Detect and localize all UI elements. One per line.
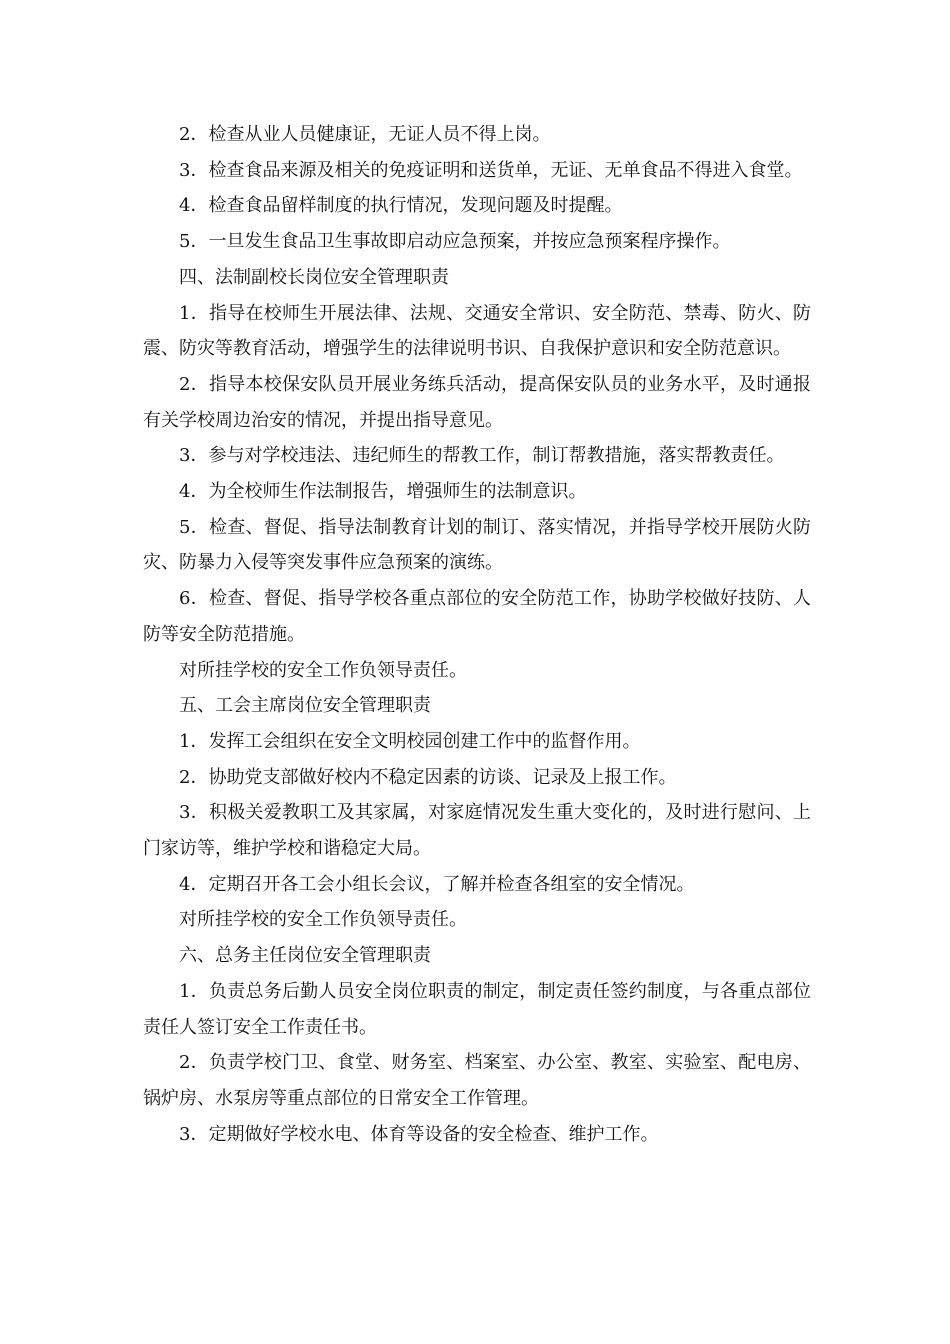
paragraph: 3．定期做好学校水电、体育等设备的安全检查、维护工作。 bbox=[179, 1123, 659, 1145]
paragraph: 5．检查、督促、指导法制教育计划的制订、落实情况，并指导学校开展防火防灾、防暴力入侵等突发事件应急预案的演练。 bbox=[143, 516, 811, 574]
section-heading: 四、法制副校长岗位安全管理职责 bbox=[179, 266, 449, 288]
section-heading: 六、总务主任岗位安全管理职责 bbox=[179, 945, 431, 967]
document-body bbox=[143, 117, 811, 1152]
paragraph: 1．发挥工会组织在安全文明校园创建工作中的监督作用。 bbox=[179, 730, 641, 752]
paragraph: 6．检查、督促、指导学校各重点部位的安全防范工作，协助学校做好技防、人防等安全防范措施。 bbox=[143, 588, 811, 645]
paragraph: 4．为全校师生作法制报告，增强师生的法制意识。 bbox=[179, 481, 587, 503]
paragraph: 3．参与对学校违法、违纪师生的帮教工作，制订帮教措施，落实帮教责任。 bbox=[179, 445, 785, 467]
paragraph: 对所挂学校的安全工作负领导责任。 bbox=[179, 659, 467, 681]
paragraph: 1．负责总务后勤人员安全岗位职责的制定，制定责任签约制度，与各重点部位责任人签订安全工作责任书。 bbox=[143, 980, 811, 1038]
paragraph: 3．积极关爱教职工及其家属，对家庭情况发生重大变化的，及时进行慰问、上门家访等，维护学校和谐稳定大局。 bbox=[143, 802, 811, 860]
paragraph: 3．检查食品来源及相关的免疫证明和送货单，无证、无单食品不得进入食堂。 bbox=[179, 159, 803, 181]
section-heading: 五、工会主席岗位安全管理职责 bbox=[179, 695, 431, 717]
paragraph: 2．检查从业人员健康证，无证人员不得上岗。 bbox=[179, 124, 551, 145]
paragraph: 5．一旦发生食品卫生事故即启动应急预案，并按应急预案程序操作。 bbox=[179, 231, 731, 253]
paragraph: 4．定期召开各工会小组长会议，了解并检查各组室的安全情况。 bbox=[179, 873, 695, 895]
paragraph: 4．检查食品留样制度的执行情况，发现问题及时提醒。 bbox=[179, 195, 623, 217]
paragraph: 2．指导本校保安队员开展业务练兵活动，提高保安队员的业务水平，及时通报有关学校周边治安的情况，并提出指导意见。 bbox=[143, 373, 811, 431]
paragraph: 1．指导在校师生开展法律、法规、交通安全常识、安全防范、禁毒、防火、防震、防灾等教育活动，增强学生的法律说明书识、自我保护意识和安全防范意识。 bbox=[143, 302, 811, 360]
paragraph: 2．协助党支部做好校内不稳定因素的访谈、记录及上报工作。 bbox=[179, 766, 677, 788]
paragraph: 对所挂学校的安全工作负领导责任。 bbox=[179, 909, 467, 931]
paragraph: 2．负责学校门卫、食堂、财务室、档案室、办公室、教室、实验室、配电房、锅炉房、水泵房等重点部位的日常安全工作管理。 bbox=[143, 1052, 811, 1109]
